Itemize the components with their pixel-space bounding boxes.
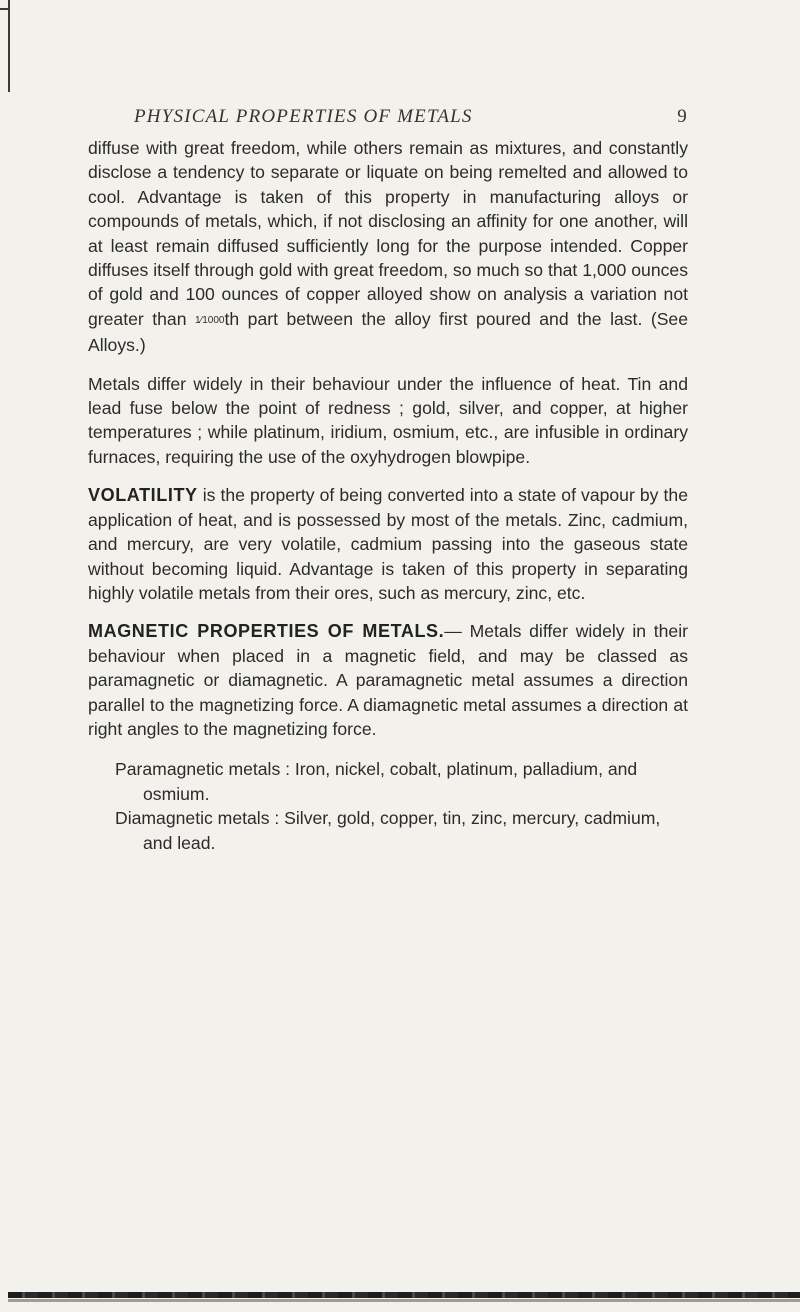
bottom-scan-edge-shadow bbox=[8, 1299, 800, 1302]
paragraph-volatility bbox=[88, 483, 688, 605]
paragraph-diffusion-text: diffuse with great freedom, while others remain as mixtures, and constantly disclose a tendency to separate or liquate on being remelted and allowed to cool. Advantage is taken of this property in manufacturing alloys or compounds of metals, which, if not disclosing an affinity for one another, will at least remain diffused sufficiently long for the purpose intended. Copper diffuses itself through gold with great freedom, so much so that 1,000 ounces of gold and 100 ounces of copper alloyed show on analysis a variation not greater than bbox=[88, 138, 688, 329]
paragraph-diffusion bbox=[88, 136, 688, 358]
running-header bbox=[88, 100, 688, 136]
list-item-paramagnetic: Paramagnetic metals : Iron, nickel, cobalt, platinum, palladium, and osmium. bbox=[115, 759, 638, 804]
list-item-diamagnetic: Diamagnetic metals : Silver, gold, copper, tin, zinc, mercury, cadmium, and lead. bbox=[115, 808, 661, 853]
page-edge-line bbox=[8, 0, 10, 92]
magnetic-text: — Metals differ widely in their behaviour when placed in a magnetic field, and may be classed as paramagnetic or diamagnetic. A paramagnetic metal assumes a direction parallel to the magnetizing force. A diamagnetic metal assumes a direction at right angles to the magnetizing force. bbox=[88, 621, 688, 739]
paragraph-heat: Metals differ widely in their behaviour under the influence of heat. Tin and lead fuse below the point of redness ; gold, silver, and copper, at higher temperatures ; while platinum, iridium, osmium, etc., are infusible in ordinary furnaces, requiring the use of the oxyhydrogen blowpipe. bbox=[88, 373, 688, 467]
metal-classification-list bbox=[115, 757, 688, 855]
page-number: 9 bbox=[677, 106, 688, 127]
running-title: PHYSICAL PROPERTIES OF METALS bbox=[134, 106, 473, 127]
page-edge-line-horizontal bbox=[0, 8, 10, 10]
paragraph-magnetic bbox=[88, 619, 688, 741]
volatility-text: is the property of being converted into a state of vapour by the application of heat, and is possessed by most of the metals. Zinc, cadmium, and mercury, are very volatile, cadmium passing into the gaseous state without becoming liquid. Advantage is taken of this property in separating highly volatile metals from their ores, such as mercury, zinc, etc. bbox=[88, 485, 688, 603]
bottom-scan-edge bbox=[8, 1292, 800, 1298]
volatility-heading: VOLATILITY bbox=[88, 485, 198, 506]
fraction-one-thousandth: 1⁄1000 bbox=[195, 314, 225, 326]
book-page bbox=[88, 100, 688, 855]
magnetic-heading: MAGNETIC PROPERTIES OF METALS. bbox=[88, 621, 445, 642]
paragraph-diffusion-text-end: th part between the alloy first poured and the last. (See Alloys.) bbox=[88, 308, 688, 356]
